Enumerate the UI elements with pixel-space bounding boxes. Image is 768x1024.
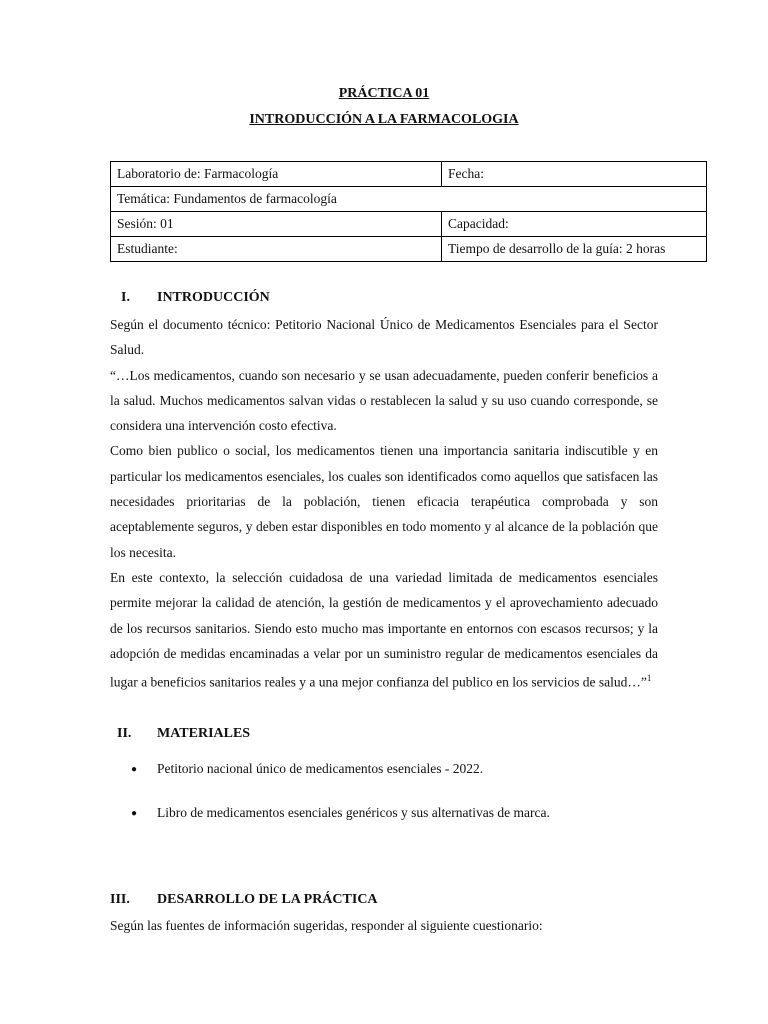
tiempo-cell: Tiempo de desarrollo de la guía: 2 horas xyxy=(442,237,707,262)
fecha-cell: Fecha: xyxy=(442,162,707,187)
footnote-marker: 1 xyxy=(646,673,652,684)
bullet-dot-icon: ● xyxy=(131,808,138,819)
section-title: INTRODUCCIÓN xyxy=(157,290,270,305)
list-item-text: Libro de medicamentos esenciales genéricos y sus alternativas de marca. xyxy=(157,805,550,820)
intro-paragraph xyxy=(110,565,658,695)
intro-paragraph: Como bien publico o social, los medicamentos tienen una importancia sanitaria indiscutible y en particular los medicamentos esenciales, los cuales son identificados como aquellos que satisfacen las necesidades prioritarias de la población, tienen eficacia terapéutica comprobada y son aceptablemente seguros, y deben estar disponibles en todo momento y al alcance de la población que los necesita. xyxy=(110,443,658,560)
tematica-cell: Temática: Fundamentos de farmacología xyxy=(111,187,707,212)
page-subtitle: INTRODUCCIÓN A LA FARMACOLOGIA xyxy=(249,112,519,127)
list-item-text: Petitorio nacional único de medicamentos esenciales - 2022. xyxy=(157,761,484,776)
intro-body xyxy=(110,312,658,695)
desarrollo-text: Según las fuentes de información sugeridas, responder al siguiente cuestionario: xyxy=(110,918,543,933)
list-item xyxy=(131,805,550,821)
table-row xyxy=(111,162,707,187)
capacidad-cell: Capacidad: xyxy=(442,212,707,237)
table-row xyxy=(111,187,707,212)
info-table xyxy=(110,161,707,262)
sesion-cell: Sesión: 01 xyxy=(111,212,442,237)
laboratorio-cell: Laboratorio de: Farmacología xyxy=(111,162,442,187)
intro-paragraph: Según el documento técnico: Petitorio Nacional Único de Medicamentos Esenciales para el Sector Salud. xyxy=(110,317,658,358)
estudiante-cell: Estudiante: xyxy=(111,237,442,262)
section-number: III. xyxy=(110,892,130,907)
intro-quote-text: En este contexto, la selección cuidadosa de una variedad limitada de medicamentos esenciales permite mejorar la calidad de atención, la gestión de medicamentos y el aprovechamiento adecuado de los recursos sanitarios. Siendo esto mucho mas importante en entornos con escasos recursos; y la adopción de medidas encaminadas a velar por un suministro regular de medicamentos esenciales da lugar a beneficios sanitarios reales y a una mejor confianza del publico en los servicios de salud…” xyxy=(110,569,658,690)
section-title: MATERIALES xyxy=(157,726,251,741)
list-item xyxy=(131,761,483,777)
table-row xyxy=(111,237,707,262)
table-row xyxy=(111,212,707,237)
intro-paragraph: “…Los medicamentos, cuando son necesario y se usan adecuadamente, pueden conferir beneficios a la salud. Muchos medicamentos salvan vidas o restablecen la salud y su uso cuando corresponde, se considera una intervención costo efectiva. xyxy=(110,367,658,434)
section-number: II. xyxy=(117,726,132,741)
page-title: PRÁCTICA 01 xyxy=(338,86,430,101)
section-title: DESARROLLO DE LA PRÁCTICA xyxy=(157,892,378,907)
section-number: I. xyxy=(121,290,130,305)
bullet-dot-icon: ● xyxy=(131,764,138,775)
